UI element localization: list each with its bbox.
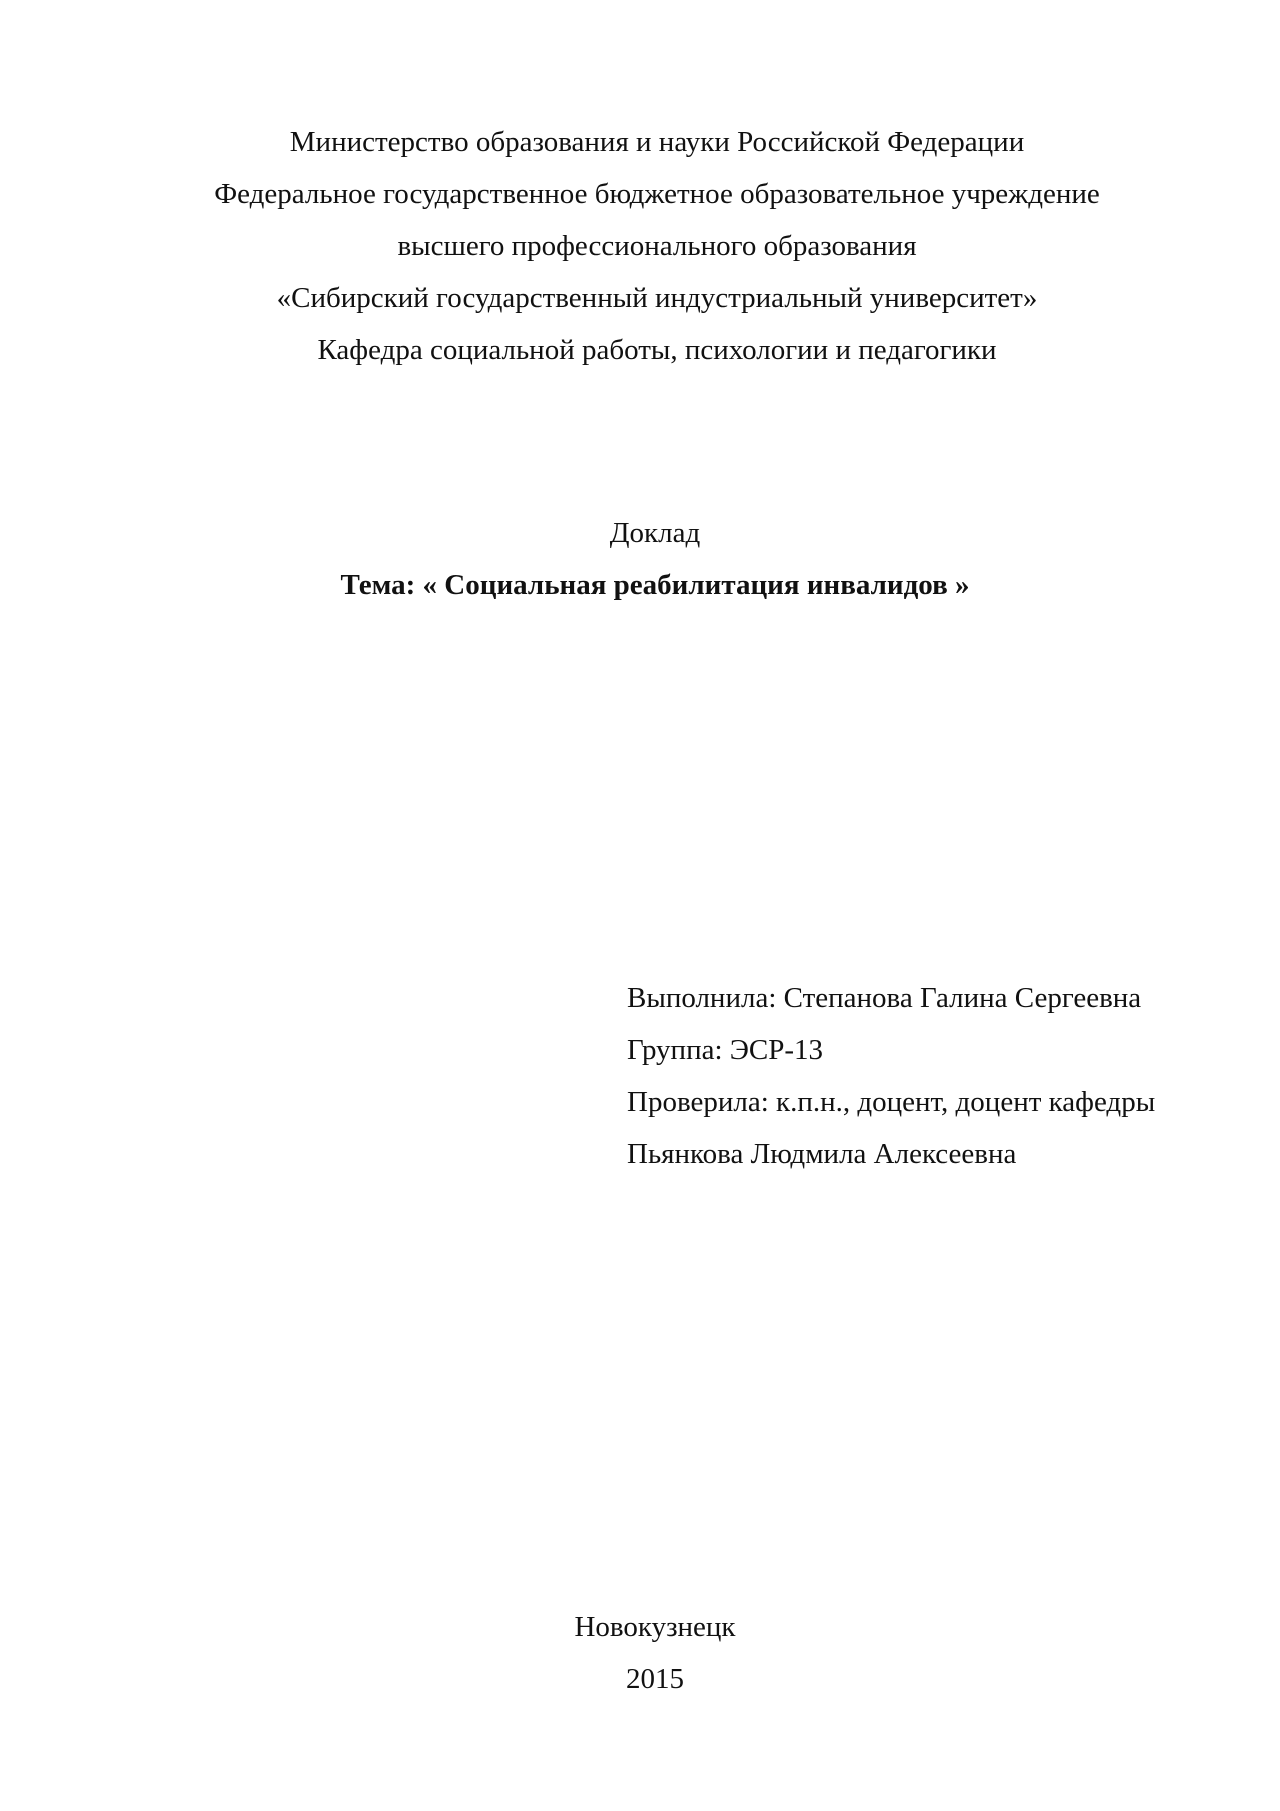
year-line: 2015 (626, 1663, 684, 1695)
ministry-line: Министерство образования и науки Российской Федерации (289, 126, 1025, 158)
reviewer-name-line: Пьянкова Людмила Алексеевна (627, 1138, 1017, 1170)
education-level-line: высшего профессионального образования (397, 230, 917, 262)
department-line: Кафедра социальной работы, психологии и педагогики (317, 334, 997, 366)
university-name-line: «Сибирский государственный индустриальный университет» (276, 282, 1038, 314)
reviewer-line: Проверила: к.п.н., доцент, доцент кафедры (627, 1086, 1156, 1118)
topic-title: Тема: « Социальная реабилитация инвалидов » (340, 569, 970, 601)
group-line: Группа: ЭСР-13 (627, 1034, 824, 1066)
city-line: Новокузнецк (574, 1611, 736, 1643)
author-line: Выполнила: Степанова Галина Сергеевна (627, 982, 1142, 1014)
document-type: Доклад (609, 517, 701, 549)
institution-type-line: Федеральное государственное бюджетное образовательное учреждение (214, 178, 1100, 210)
